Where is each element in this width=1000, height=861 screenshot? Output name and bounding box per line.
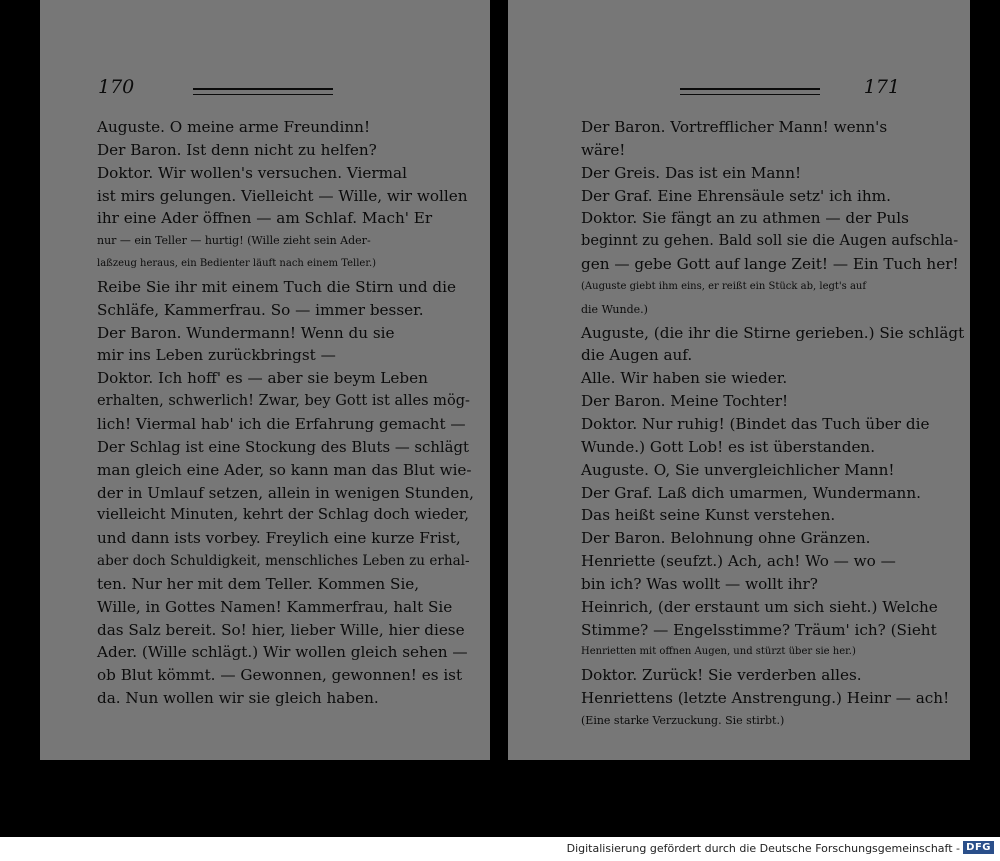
text-line: Der Baron. Wundermann! Wenn du sie (97, 323, 395, 342)
text-line: Das heißt seine Kunst verstehen. (581, 506, 836, 525)
text-line: Auguste, (die ihr die Stirne gerieben.) Sie schlägt (581, 323, 965, 342)
text-line: Der Baron. Meine Tochter! (581, 392, 789, 411)
text-line: ist mirs gelungen. Vielleicht — Wille, wir wollen (97, 186, 468, 205)
left-page (40, 0, 490, 760)
text-line: das Salz bereit. So! hier, lieber Wille, hier diese (97, 620, 465, 639)
text-line: die Augen auf. (581, 346, 693, 365)
text-line: Ader. (Wille schlägt.) Wir wollen gleich sehen — (97, 643, 468, 662)
text-line: Doktor. Ich hoff' es — aber sie beym Leben (97, 369, 428, 388)
header-rule-right (680, 88, 820, 95)
text-line: Auguste. O, Sie unvergleichlicher Mann! (581, 460, 895, 479)
text-line: Doktor. Nur ruhig! (Bindet das Tuch über die (581, 414, 930, 433)
text-line: vielleicht Minuten, kehrt der Schlag doch wieder, (97, 506, 469, 524)
text-line: Heinrich, (der erstaunt um sich sieht.) Welche (581, 597, 938, 616)
page-number-left: 170 (98, 76, 135, 98)
text-line: Der Graf. Laß dich umarmen, Wundermann. (581, 483, 921, 502)
left-page-text (97, 116, 477, 710)
text-line: Schläfe, Kammerfrau. So — immer besser. (97, 300, 424, 319)
text-line: Wille, in Gottes Namen! Kammerfrau, halt Sie (97, 597, 453, 616)
text-line: Henrietten mit offnen Augen, und stürzt über sie her.) (581, 646, 856, 658)
text-line: ten. Nur her mit dem Teller. Kommen Sie, (97, 574, 420, 593)
text-line: bin ich? Was wollt — wollt ihr? (581, 574, 818, 593)
text-line: wäre! (581, 140, 626, 159)
text-line: mir ins Leben zurückbringst — (97, 346, 336, 365)
header-rule-left (193, 88, 333, 95)
text-line: da. Nun wollen wir sie gleich haben. (97, 689, 379, 708)
text-line: Henriettens (letzte Anstrengung.) Heinr — ach! (581, 689, 950, 708)
text-line: Doktor. Wir wollen's versuchen. Viermal (97, 163, 407, 182)
text-line: Der Schlag ist eine Stockung des Bluts — schlägt (97, 437, 469, 456)
text-line: Der Greis. Das ist ein Mann! (581, 163, 802, 182)
text-line: Der Baron. Ist denn nicht zu helfen? (97, 140, 377, 159)
text-line: (Auguste giebt ihm eins, er reißt ein Stück ab, legt's auf (581, 280, 867, 292)
text-line: Stimme? — Engelsstimme? Träum' ich? (Sieht (581, 620, 937, 639)
text-line: ihr eine Ader öffnen — am Schlaf. Mach' Er (97, 209, 433, 228)
text-line: Reibe Sie ihr mit einem Tuch die Stirn und die (97, 277, 456, 296)
text-line: laßzeug heraus, ein Bedienter läuft nach einem Teller.) (97, 258, 377, 270)
text-line: Doktor. Zurück! Sie verderben alles. (581, 666, 862, 685)
text-line: Doktor. Sie fängt an zu athmen — der Puls (581, 209, 909, 228)
text-line: aber doch Schuldigkeit, menschliches Leben zu erhal- (97, 553, 470, 570)
text-line: Wunde.) Gott Lob! es ist überstanden. (581, 437, 876, 456)
right-page-text (581, 116, 966, 733)
dfg-logo: DFG (963, 841, 994, 854)
text-line: man gleich eine Ader, so kann man das Blut wie- (97, 460, 472, 479)
funding-credit: Digitalisierung gefördert durch die Deutsche Forschungsgemeinschaft - (566, 842, 960, 855)
text-line: gen — gebe Gott auf lange Zeit! — Ein Tuch her! (581, 255, 959, 274)
footer-bar (0, 837, 1000, 861)
text-line: (Eine starke Verzuckung. Sie stirbt.) (581, 713, 785, 727)
text-line: Der Baron. Vortrefflicher Mann! wenn's (581, 118, 888, 136)
text-line: beginnt zu gehen. Bald soll sie die Augen aufschla- (581, 232, 959, 250)
text-line: Auguste. O meine arme Freundinn! (97, 118, 371, 136)
text-line: der in Umlauf setzen, allein in wenigen Stunden, (97, 483, 474, 502)
text-line: und dann ists vorbey. Freylich eine kurze Frist, (97, 529, 461, 548)
right-page (508, 0, 970, 760)
text-line: Henriette (seufzt.) Ach, ach! Wo — wo — (581, 552, 896, 571)
text-line: nur — ein Teller — hurtig! (Wille zieht sein Ader- (97, 234, 371, 248)
page-number-right: 171 (863, 76, 900, 98)
text-line: lich! Viermal hab' ich die Erfahrung gemacht — (97, 414, 466, 433)
text-line: ob Blut kömmt. — Gewonnen, gewonnen! es ist (97, 666, 463, 685)
text-line: Alle. Wir haben sie wieder. (581, 369, 788, 388)
text-line: Der Graf. Eine Ehrensäule setz' ich ihm. (581, 186, 891, 205)
text-line: die Wunde.) (581, 302, 648, 316)
text-line: Der Baron. Belohnung ohne Gränzen. (581, 529, 871, 548)
text-line: erhalten, schwerlich! Zwar, bey Gott ist alles mög- (97, 392, 470, 410)
